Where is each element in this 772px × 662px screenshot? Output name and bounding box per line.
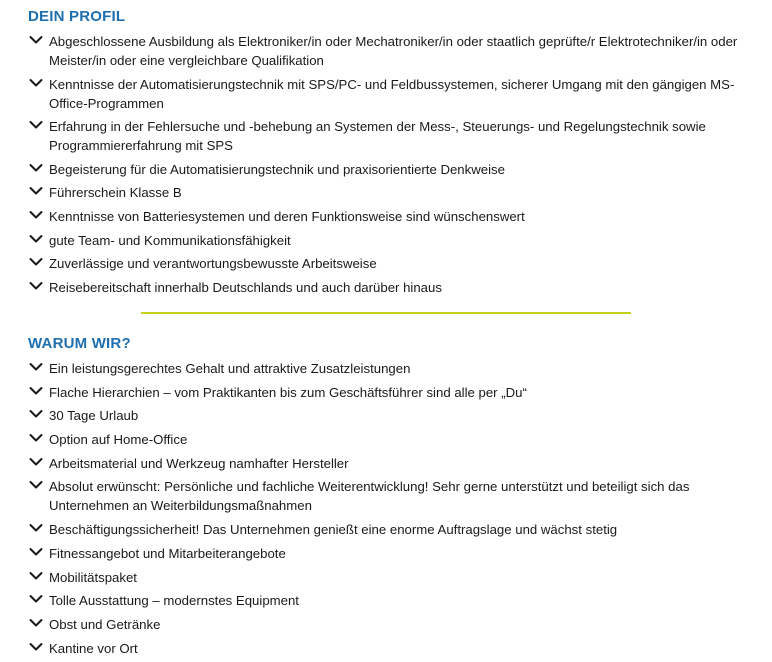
list-item — [28, 568, 738, 587]
chevron-down-icon — [29, 594, 43, 604]
list-item-text: Obst und Getränke — [49, 616, 161, 632]
list-item — [28, 454, 738, 473]
list-item — [28, 430, 738, 449]
chevron-down-icon — [29, 547, 43, 557]
list-item — [28, 75, 738, 113]
chevron-down-icon — [29, 257, 43, 267]
benefits-list — [28, 359, 738, 658]
list-item-text: Kenntnisse der Automatisierungstechnik mit SPS/PC- und Feldbussystemen, sicherer Umgang mit den gängigen MS-Office-Programmen — [49, 76, 735, 111]
profile-heading: DEIN PROFIL — [28, 8, 126, 25]
list-item-text: Flache Hierarchien – vom Praktikanten bis zum Geschäftsführer sind alle per „Du“ — [49, 384, 527, 400]
chevron-down-icon — [29, 618, 43, 628]
list-item — [28, 359, 738, 378]
list-item-text: Zuverlässige und verantwortungsbewusste Arbeitsweise — [49, 256, 377, 272]
list-item — [28, 278, 738, 297]
list-item — [28, 383, 738, 402]
chevron-down-icon — [29, 433, 43, 443]
chevron-down-icon — [29, 210, 43, 220]
list-item-text: Begeisterung für die Automatisierungstechnik und praxisorientierte Denkweise — [49, 161, 505, 177]
list-item-text: Reisebereitschaft innerhalb Deutschlands und auch darüber hinaus — [49, 279, 442, 295]
chevron-down-icon — [29, 480, 43, 490]
list-item — [28, 207, 738, 226]
list-item — [28, 591, 738, 610]
list-item — [28, 639, 738, 658]
list-item — [28, 32, 738, 70]
benefits-section — [28, 334, 738, 662]
chevron-down-icon — [29, 523, 43, 533]
list-item-text: Absolut erwünscht: Persönliche und fachliche Weiterentwicklung! Sehr gerne unterstützt und beteiligt sich das Unternehmen an Weiterbildungsmaßnahmen — [49, 479, 690, 514]
chevron-down-icon — [29, 163, 43, 173]
profile-list — [28, 32, 738, 297]
list-item-text: Tolle Ausstattung – modernstes Equipment — [49, 593, 299, 609]
chevron-down-icon — [29, 78, 43, 88]
list-item-text: Kenntnisse von Batteriesystemen und deren Funktionsweise sind wünschenswert — [49, 208, 525, 224]
list-item — [28, 615, 738, 634]
list-item-text: Kantine vor Ort — [49, 640, 138, 656]
list-item-text: Abgeschlossene Ausbildung als Elektroniker/in oder Mechatroniker/in oder staatlich geprüfte/r Elektrotechniker/in oder Meister/in oder eine vergleichbare Qualifikation — [49, 34, 738, 68]
list-item-text: 30 Tage Urlaub — [49, 408, 139, 424]
list-item — [28, 183, 738, 202]
list-item-text: Beschäftigungssicherheit! Das Unternehmen genießt eine enorme Auftragslage und wächst stetig — [49, 522, 618, 538]
benefits-heading: WARUM WIR? — [28, 335, 131, 352]
chevron-down-icon — [29, 186, 43, 196]
chevron-down-icon — [29, 409, 43, 419]
chevron-down-icon — [29, 386, 43, 396]
profile-section — [28, 7, 738, 301]
list-item — [28, 520, 738, 539]
list-item-text: Ein leistungsgerechtes Gehalt und attraktive Zusatzleistungen — [49, 361, 411, 376]
chevron-down-icon — [29, 571, 43, 581]
chevron-down-icon — [29, 35, 43, 45]
list-item — [28, 406, 738, 425]
list-item — [28, 477, 738, 515]
list-item-text: Fitnessangebot und Mitarbeiterangebote — [49, 545, 286, 561]
list-item-text: gute Team- und Kommunikationsfähigkeit — [49, 232, 291, 248]
chevron-down-icon — [29, 642, 43, 652]
list-item-text: Arbeitsmaterial und Werkzeug namhafter Hersteller — [49, 455, 349, 471]
list-item — [28, 160, 738, 179]
chevron-down-icon — [29, 362, 43, 372]
list-item — [28, 254, 738, 273]
chevron-down-icon — [29, 120, 43, 130]
section-divider — [141, 312, 631, 314]
list-item — [28, 231, 738, 250]
list-item — [28, 544, 738, 563]
chevron-down-icon — [29, 457, 43, 467]
chevron-down-icon — [29, 234, 43, 244]
list-item-text: Option auf Home-Office — [49, 432, 188, 448]
list-item — [28, 117, 738, 155]
chevron-down-icon — [29, 281, 43, 291]
list-item-text: Mobilitätspaket — [49, 569, 137, 585]
list-item-text: Führerschein Klasse B — [49, 185, 182, 201]
list-item-text: Erfahrung in der Fehlersuche und -behebung an Systemen der Mess-, Steuerungs- und Regelungstechnik sowie Programmiererfahrung mit SPS — [49, 119, 706, 154]
